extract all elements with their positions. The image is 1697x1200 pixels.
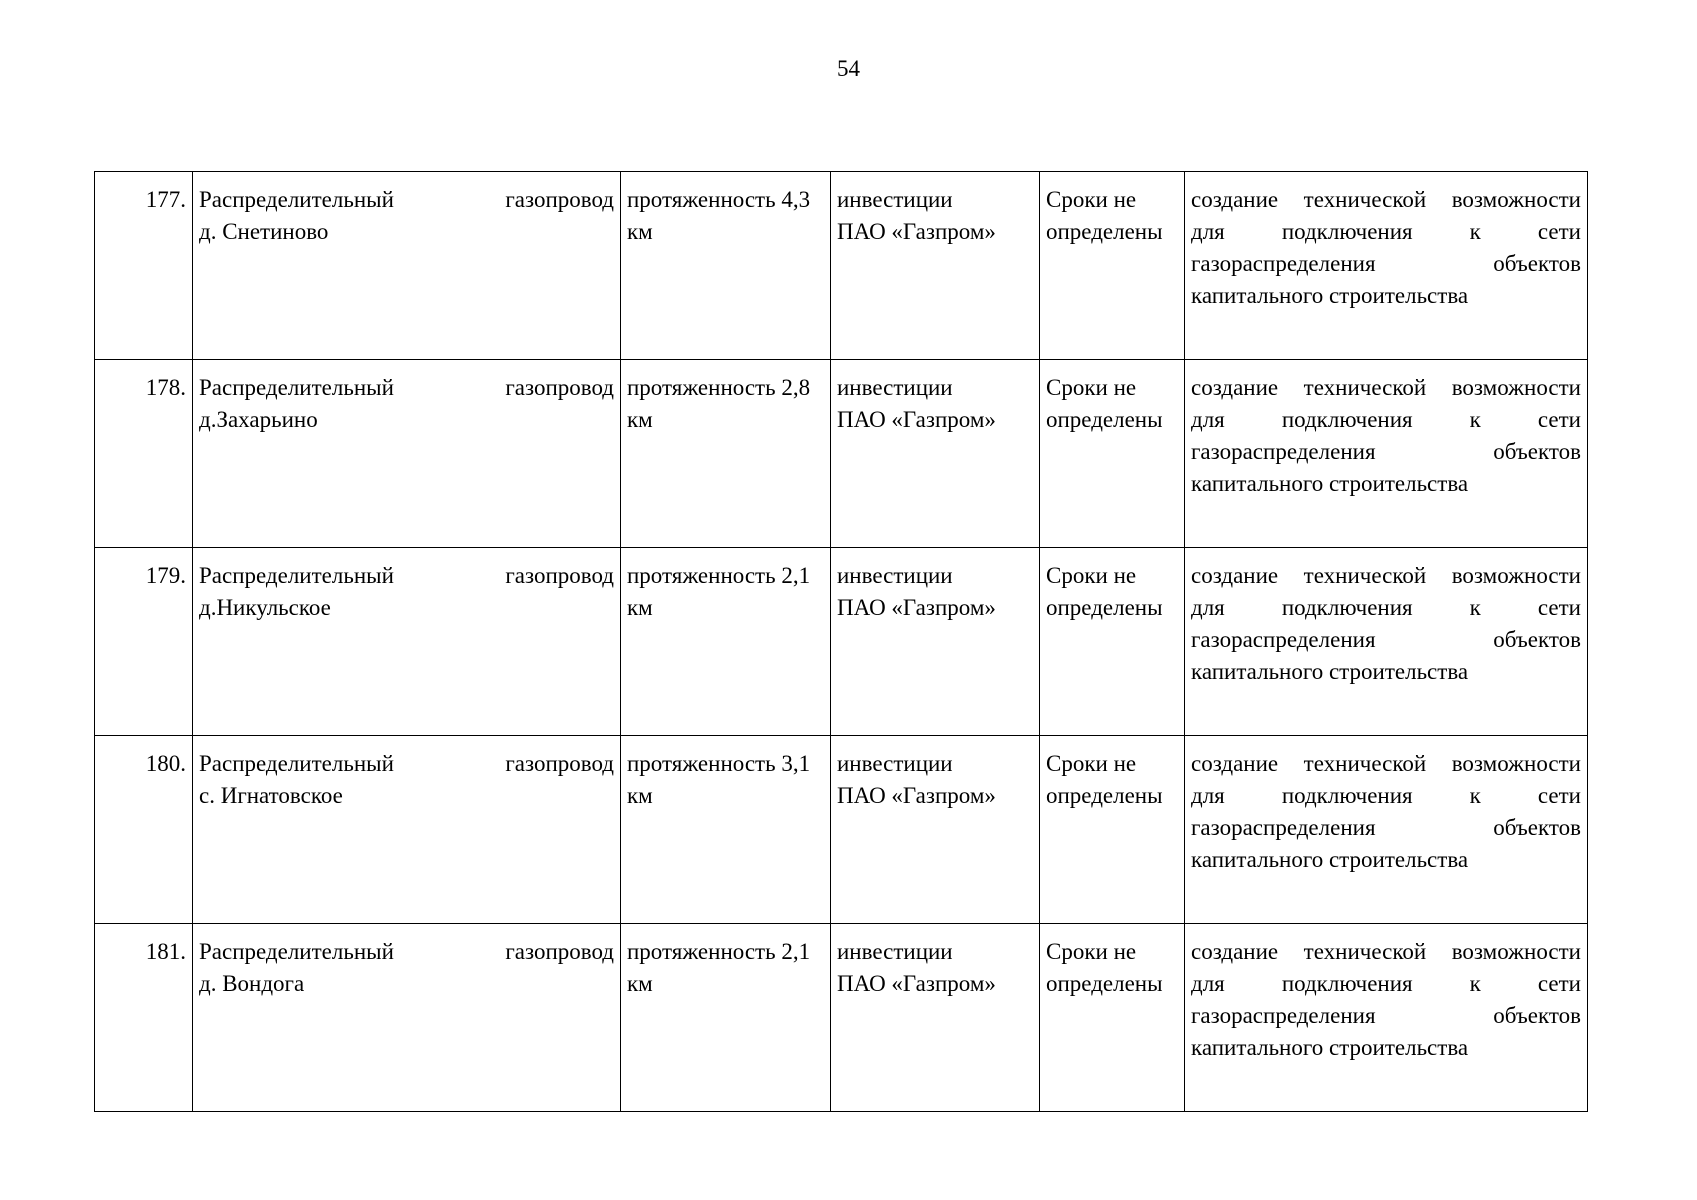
terms-line: определены [1046,595,1163,620]
projects-table [94,171,1588,1112]
object-name-line: Распределительный газопровод [199,939,614,964]
purpose-line: создание технической возможности [1191,939,1581,964]
purpose-line: газораспределения объектов [1191,1003,1581,1028]
terms-line: определены [1046,971,1163,996]
purpose-line: для подключения к сети [1191,407,1581,432]
terms-cell [1040,360,1185,548]
funding-line: инвестиции [837,563,953,588]
table-row [95,360,1588,548]
terms-cell [1040,172,1185,360]
funding-cell [831,924,1040,1112]
purpose-line: создание технической возможности [1191,375,1581,400]
object-name-cell [193,172,621,360]
funding-source-line: ПАО «Газпром» [837,595,996,620]
object-name-line: Распределительный газопровод [199,375,614,400]
purpose-line: капитального строительства [1191,471,1469,496]
purpose-line: газораспределения объектов [1191,439,1581,464]
purpose-line: для подключения к сети [1191,783,1581,808]
object-name-cell [193,736,621,924]
length-line: протяженность 2,1 [627,939,811,964]
projects-table-body [95,172,1588,1112]
length-unit-line: км [627,971,653,996]
row-number-cell: 181. [95,924,193,1112]
object-location-line: д. Вондога [199,971,305,996]
length-unit-line: км [627,407,653,432]
purpose-line: газораспределения объектов [1191,627,1581,652]
terms-line: Сроки не [1046,187,1137,212]
purpose-line: создание технической возможности [1191,563,1581,588]
purpose-line: для подключения к сети [1191,971,1581,996]
row-number-cell: 179. [95,548,193,736]
purpose-cell [1185,172,1588,360]
length-cell [621,360,831,548]
funding-cell [831,736,1040,924]
terms-line: Сроки не [1046,375,1137,400]
purpose-line: создание технической возможности [1191,751,1581,776]
purpose-line: газораспределения объектов [1191,251,1581,276]
funding-line: инвестиции [837,187,953,212]
object-name-line: Распределительный газопровод [199,187,614,212]
row-number-cell: 180. [95,736,193,924]
terms-line: Сроки не [1046,939,1137,964]
length-unit-line: км [627,595,653,620]
purpose-line: капитального строительства [1191,1035,1469,1060]
length-cell [621,924,831,1112]
terms-cell [1040,548,1185,736]
funding-source-line: ПАО «Газпром» [837,971,996,996]
funding-cell [831,172,1040,360]
terms-line: Сроки не [1046,751,1137,776]
object-name-cell [193,548,621,736]
length-unit-line: км [627,783,653,808]
object-location-line: д.Захарьино [199,407,318,432]
purpose-line: для подключения к сети [1191,219,1581,244]
funding-line: инвестиции [837,939,953,964]
funding-line: инвестиции [837,375,953,400]
funding-source-line: ПАО «Газпром» [837,783,996,808]
object-name-line: Распределительный газопровод [199,563,614,588]
purpose-line: создание технической возможности [1191,187,1581,212]
funding-line: инвестиции [837,751,953,776]
length-line: протяженность 2,1 [627,563,811,588]
page-number: 54 [837,56,860,81]
terms-line: Сроки не [1046,563,1137,588]
object-location-line: д.Никульское [199,595,331,620]
table-row [95,736,1588,924]
purpose-cell [1185,548,1588,736]
length-line: протяженность 2,8 [627,375,811,400]
table-row [95,924,1588,1112]
row-number-cell: 177. [95,172,193,360]
purpose-line: для подключения к сети [1191,595,1581,620]
purpose-cell [1185,736,1588,924]
length-line: протяженность 3,1 [627,751,811,776]
purpose-line: капитального строительства [1191,847,1469,872]
purpose-cell [1185,924,1588,1112]
terms-line: определены [1046,407,1163,432]
object-name-cell [193,360,621,548]
row-number-cell: 178. [95,360,193,548]
table-row [95,172,1588,360]
terms-cell [1040,924,1185,1112]
length-line: протяженность 4,3 [627,187,811,212]
object-location-line: д. Снетиново [199,219,329,244]
terms-line: определены [1046,219,1163,244]
terms-cell [1040,736,1185,924]
purpose-line: капитального строительства [1191,659,1469,684]
length-unit-line: км [627,219,653,244]
object-name-cell [193,924,621,1112]
table-row [95,548,1588,736]
object-name-line: Распределительный газопровод [199,751,614,776]
funding-source-line: ПАО «Газпром» [837,407,996,432]
object-location-line: с. Игнатовское [199,783,343,808]
funding-cell [831,360,1040,548]
terms-line: определены [1046,783,1163,808]
length-cell [621,548,831,736]
length-cell [621,172,831,360]
funding-cell [831,548,1040,736]
purpose-line: капитального строительства [1191,283,1469,308]
funding-source-line: ПАО «Газпром» [837,219,996,244]
purpose-line: газораспределения объектов [1191,815,1581,840]
purpose-cell [1185,360,1588,548]
length-cell [621,736,831,924]
